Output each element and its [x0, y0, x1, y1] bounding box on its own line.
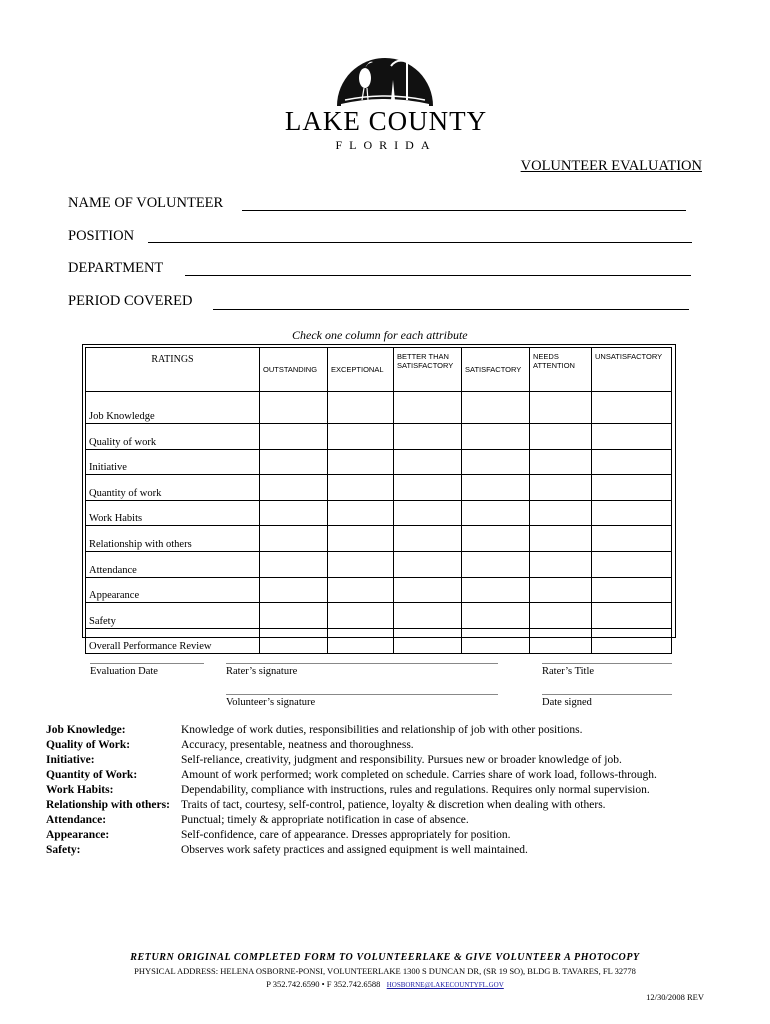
rating-cell[interactable]: [462, 500, 530, 526]
rating-cell[interactable]: [462, 475, 530, 501]
attribute-label: Job Knowledge: [86, 392, 260, 424]
rating-cell[interactable]: [592, 449, 672, 475]
rating-cell[interactable]: [530, 628, 592, 654]
rating-cell[interactable]: [462, 551, 530, 577]
col-header-outstanding: OUTSTANDING: [260, 348, 328, 392]
attribute-label: Attendance: [86, 551, 260, 577]
rating-cell[interactable]: [328, 392, 394, 424]
rating-cell[interactable]: [462, 603, 530, 629]
phone-fax: P 352.742.6590 • F 352.742.6588: [266, 979, 381, 989]
definition-text: Observes work safety practices and assigned equipment is well maintained.: [181, 844, 528, 856]
table-row: [86, 449, 672, 475]
rating-cell[interactable]: [328, 551, 394, 577]
definition-term: Relationship with others:: [46, 799, 170, 811]
rating-cell[interactable]: [394, 526, 462, 552]
raters-title-label: Rater’s Title: [542, 666, 595, 677]
table-row: [86, 551, 672, 577]
raters-title-field[interactable]: [542, 663, 672, 664]
col-header-needs-attention: NEEDS ATTENTION: [530, 348, 592, 392]
rating-cell[interactable]: [394, 392, 462, 424]
logo-wordmark: LAKE COUNTY: [284, 106, 488, 136]
rating-cell[interactable]: [394, 500, 462, 526]
col-header-satisfactory: SATISFACTORY: [462, 348, 530, 392]
definition-text: Amount of work performed; work completed on schedule. Carries share of work load, follows-through.: [181, 769, 657, 781]
definition-term: Initiative:: [46, 754, 95, 766]
definition-text: Dependability, compliance with instructions, rules and regulations. Requires only normal supervision.: [181, 784, 650, 796]
date-signed-label: Date signed: [542, 697, 592, 708]
ratings-table: [85, 347, 672, 654]
col-header-exceptional: EXCEPTIONAL: [328, 348, 394, 392]
county-logo-emblem: [335, 44, 435, 106]
return-instruction: RETURN ORIGINAL COMPLETED FORM TO VOLUNTEERLAKE & GIVE VOLUNTEER A PHOTOCOPY: [130, 952, 640, 963]
rating-cell[interactable]: [530, 392, 592, 424]
contact-line: [0, 979, 770, 989]
table-row: [86, 475, 672, 501]
table-row: [86, 577, 672, 603]
rating-cell[interactable]: [328, 424, 394, 450]
definition-term: Work Habits:: [46, 784, 114, 796]
attribute-label: Initiative: [86, 449, 260, 475]
department-field[interactable]: [185, 275, 691, 276]
raters-signature-field[interactable]: [226, 663, 498, 664]
rating-cell[interactable]: [530, 551, 592, 577]
definition-text: Knowledge of work duties, responsibilities and relationship of job with other positions.: [181, 724, 583, 736]
rating-cell[interactable]: [592, 577, 672, 603]
rating-cell[interactable]: [394, 577, 462, 603]
definition-term: Quantity of Work:: [46, 769, 138, 781]
rating-cell[interactable]: [260, 551, 328, 577]
rating-cell[interactable]: [592, 603, 672, 629]
rating-cell[interactable]: [462, 424, 530, 450]
rating-cell[interactable]: [260, 449, 328, 475]
rating-cell[interactable]: [462, 577, 530, 603]
table-row: [86, 392, 672, 424]
definition-text: Self-reliance, creativity, judgment and responsibility. Pursues new or broader knowledge of job.: [181, 754, 622, 766]
date-signed-field[interactable]: [542, 694, 672, 695]
definition-term: Job Knowledge:: [46, 724, 126, 736]
rating-cell[interactable]: [260, 392, 328, 424]
rating-cell[interactable]: [328, 449, 394, 475]
rating-cell[interactable]: [260, 475, 328, 501]
evaluation-date-label: Evaluation Date: [90, 666, 158, 677]
field-label-name: NAME OF VOLUNTEER: [68, 195, 224, 211]
definition-term: Appearance:: [46, 829, 110, 841]
rating-cell[interactable]: [530, 603, 592, 629]
rating-cell[interactable]: [530, 424, 592, 450]
definition-text: Self-confidence, care of appearance. Dresses appropriately for position.: [181, 829, 511, 841]
definition-text: Accuracy, presentable, neatness and thoroughness.: [181, 739, 414, 751]
rating-cell[interactable]: [394, 628, 462, 654]
volunteers-signature-label: Volunteer’s signature: [226, 697, 316, 708]
rating-cell[interactable]: [592, 628, 672, 654]
attribute-label: Appearance: [86, 577, 260, 603]
physical-address: PHYSICAL ADDRESS: HELENA OSBORNE-PONSI, VOLUNTEERLAKE 1300 S DUNCAN DR, (SR 19 SO), BLDG B. TAVARES, FL 32778: [134, 966, 636, 976]
definition-term: Safety:: [46, 844, 81, 856]
attribute-label: Quality of work: [86, 424, 260, 450]
revision-date: 12/30/2008 REV: [646, 992, 704, 1002]
rating-cell[interactable]: [592, 424, 672, 450]
rating-cell[interactable]: [260, 424, 328, 450]
rating-cell[interactable]: [592, 475, 672, 501]
rating-cell[interactable]: [462, 392, 530, 424]
field-label-position: POSITION: [68, 228, 135, 244]
table-row: [86, 424, 672, 450]
definition-term: Quality of Work:: [46, 739, 131, 751]
attribute-label: Quantity of work: [86, 475, 260, 501]
rating-cell[interactable]: [530, 475, 592, 501]
rating-cell[interactable]: [328, 577, 394, 603]
table-row: [86, 500, 672, 526]
table-row: [86, 526, 672, 552]
rating-cell[interactable]: [592, 526, 672, 552]
rating-cell[interactable]: [592, 392, 672, 424]
rating-cell[interactable]: [328, 628, 394, 654]
col-header-ratings: RATINGS: [86, 348, 260, 392]
table-instruction: Check one column for each attribute: [292, 328, 468, 342]
attribute-label: Safety: [86, 603, 260, 629]
rating-cell[interactable]: [394, 424, 462, 450]
rating-cell[interactable]: [394, 551, 462, 577]
rating-cell[interactable]: [530, 449, 592, 475]
rating-cell[interactable]: [260, 628, 328, 654]
rating-cell[interactable]: [592, 551, 672, 577]
rating-cell[interactable]: [462, 628, 530, 654]
rating-cell[interactable]: [260, 526, 328, 552]
rating-cell[interactable]: [394, 475, 462, 501]
attribute-label: Work Habits: [86, 500, 260, 526]
field-label-department: DEPARTMENT: [68, 260, 164, 276]
rating-cell[interactable]: [394, 603, 462, 629]
rating-cell[interactable]: [260, 500, 328, 526]
definition-text: Traits of tact, courtesy, self-control, patience, loyalty & discretion when dealing with others.: [181, 799, 606, 811]
rating-cell[interactable]: [394, 449, 462, 475]
col-header-unsatisfactory: UNSATISFACTORY: [592, 348, 672, 392]
rating-cell[interactable]: [328, 603, 394, 629]
form-title: VOLUNTEER EVALUATION: [520, 158, 702, 174]
evaluation-date-field[interactable]: [90, 663, 204, 664]
logo-state: FLORIDA: [335, 138, 437, 152]
field-label-period: PERIOD COVERED: [68, 293, 193, 309]
period-field[interactable]: [213, 309, 689, 310]
rating-cell[interactable]: [530, 500, 592, 526]
col-header-better-than-satisfactory: BETTER THAN SATISFACTORY: [394, 348, 462, 392]
rating-cell[interactable]: [530, 526, 592, 552]
name-field[interactable]: [242, 210, 686, 211]
volunteers-signature-field[interactable]: [226, 694, 498, 695]
definition-text: Punctual; timely & appropriate notification in case of absence.: [181, 814, 469, 826]
definition-term: Attendance:: [46, 814, 107, 826]
table-row: [86, 603, 672, 629]
rating-cell[interactable]: [328, 500, 394, 526]
rating-cell[interactable]: [260, 577, 328, 603]
rating-cell[interactable]: [462, 526, 530, 552]
ratings-table-frame: [82, 344, 676, 653]
rating-cell[interactable]: [592, 500, 672, 526]
table-header-row: [86, 348, 672, 392]
position-field[interactable]: [148, 242, 692, 243]
rating-cell[interactable]: [328, 526, 394, 552]
email-link[interactable]: HOSBORNE@LAKECOUNTYFL.GOV: [386, 981, 504, 989]
rating-cell[interactable]: [530, 577, 592, 603]
attribute-label: Overall Performance Review: [86, 628, 260, 654]
raters-signature-label: Rater’s signature: [226, 666, 298, 677]
table-row: [86, 628, 672, 654]
attribute-label: Relationship with others: [86, 526, 260, 552]
rating-cell[interactable]: [462, 449, 530, 475]
rating-cell[interactable]: [260, 603, 328, 629]
rating-cell[interactable]: [328, 475, 394, 501]
